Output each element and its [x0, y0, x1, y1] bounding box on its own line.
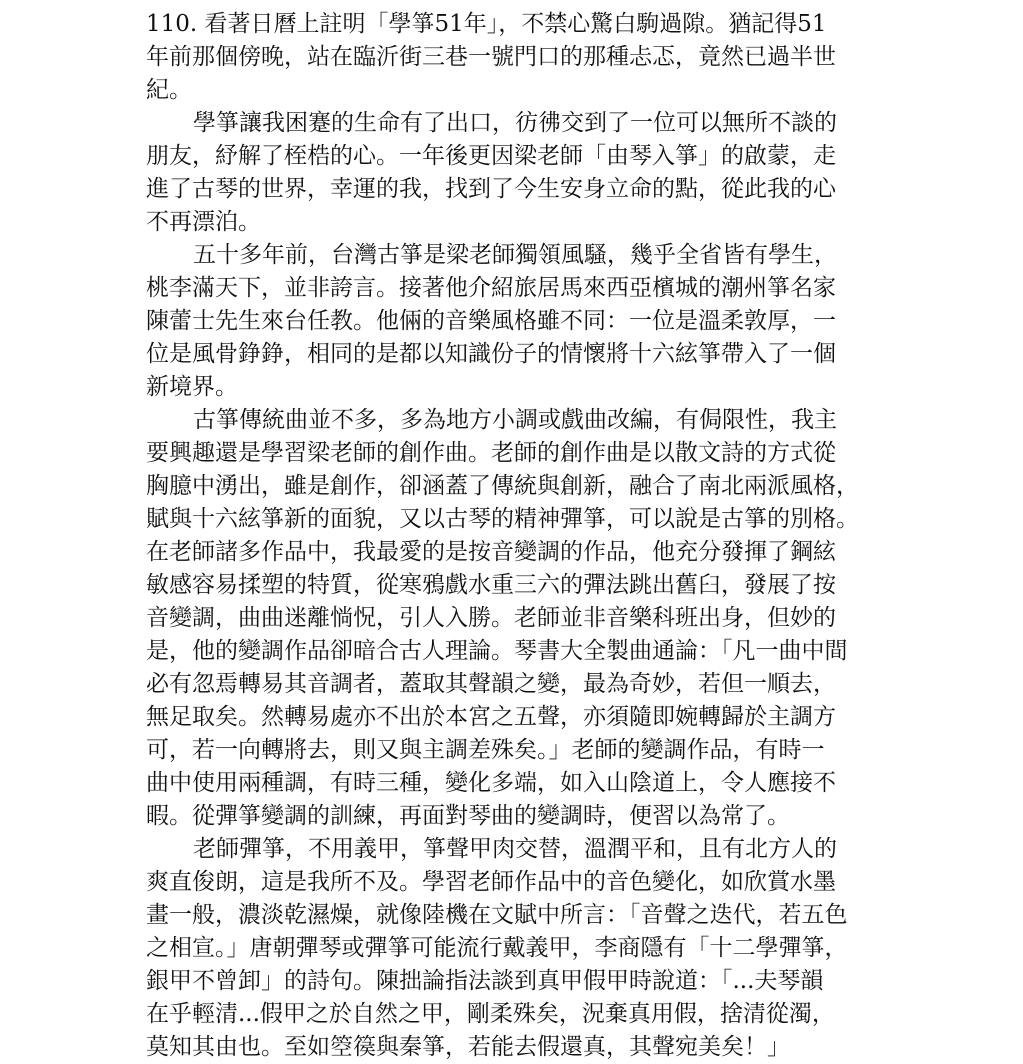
text-line: 銀甲不曾卸」的詩句。陳拙論指法談到真甲假甲時說道：「...夫琴韻 [146, 968, 824, 994]
text-line: 無足取矣。然轉易處亦不出於本宮之五聲，亦須隨即婉轉歸於主調方 [146, 704, 836, 730]
text-line: 必有忽焉轉易其音調者，蓋取其聲韻之變，最為奇妙，若但一順去， [146, 671, 836, 697]
essay-text [146, 8, 886, 1064]
text-line: 要興趣還是學習梁老師的創作曲。老師的創作曲是以散文詩的方式從 [146, 440, 836, 466]
text-line: 音變調，曲曲迷離惝怳，引人入勝。老師並非音樂科班出身，但妙的 [146, 605, 836, 631]
text-line: 紀。 [146, 77, 192, 103]
text-line: 朋友，紓解了桎梏的心。一年後更因梁老師「由琴入箏」的啟蒙，走 [146, 143, 836, 169]
text-line: 桃李滿天下，並非誇言。接著他介紹旅居馬來西亞檳城的潮州箏名家 [146, 275, 836, 301]
text-line: 在乎輕清...假甲之於自然之甲，剛柔殊矣，況棄真用假，捨清從濁， [146, 1001, 835, 1027]
text-line: 賦與十六絃箏新的面貌，又以古琴的精神彈箏，可以說是古箏的別格。 [146, 506, 859, 532]
paragraph-first-line: 古箏傳統曲並不多，多為地方小調或戲曲改編，有侷限性，我主 [193, 407, 837, 433]
text-line: 新境界。 [146, 374, 238, 400]
text-line: 進了古琴的世界，幸運的我，找到了今生安身立命的點，從此我的心 [146, 176, 836, 202]
text-line: 之相宣。」唐朝彈琴或彈箏可能流行戴義甲，李商隱有「十二學彈箏， [146, 935, 848, 961]
text-line: 位是風骨錚錚，相同的是都以知識份子的情懷將十六絃箏帶入了一個 [146, 341, 836, 367]
text-line: 是，他的變調作品卻暗合古人理論。琴書大全製曲通論：「凡一曲中間 [146, 638, 848, 664]
text-line: 曲中使用兩種調，有時三種，變化多端，如入山陰道上，令人應接不 [146, 770, 836, 796]
text-line: 在老師諸多作品中，我最愛的是按音變調的作品，他充分發揮了鋼絃 [146, 539, 836, 565]
paragraph-first-line: 五十多年前，台灣古箏是梁老師獨領風騷，幾乎全省皆有學生， [193, 242, 837, 268]
text-line: 暇。從彈箏變調的訓練，再面對琴曲的變調時，便習以為常了。 [146, 803, 790, 829]
paragraph-first-line: 學箏讓我困蹇的生命有了出口，彷彿交到了一位可以無所不談的 [193, 110, 837, 136]
text-line: 110. 看著日曆上註明「學箏51年」，不禁心驚白駒過隙。猶記得51 [146, 11, 827, 37]
text-line: 可，若一向轉將去，則又與主調差殊矣。」老師的變調作品，有時一 [146, 737, 825, 763]
text-line: 畫一般，濃淡乾濕燥，就像陸機在文賦中所言：「音聲之迭代，若五色 [146, 902, 848, 928]
text-line: 胸臆中湧出，雖是創作，卻涵蓋了傳統與創新，融合了南北兩派風格， [146, 473, 859, 499]
paragraph-first-line: 老師彈箏，不用義甲，箏聲甲肉交替，溫潤平和，且有北方人的 [193, 836, 837, 862]
text-line: 莫知其由也。至如箜篌與秦箏，若能去假還真，其聲宛美矣！」 [146, 1034, 790, 1060]
text-line: 爽直俊朗，這是我所不及。學習老師作品中的音色變化，如欣賞水墨 [146, 869, 836, 895]
text-line: 不再漂泊。 [146, 209, 261, 235]
text-line: 年前那個傍晚，站在臨沂街三巷一號門口的那種忐忑，竟然已過半世 [146, 44, 836, 70]
text-line: 陳蕾士先生來台任教。他倆的音樂風格雖不同：一位是溫柔敦厚，一 [146, 308, 836, 334]
text-line: 敏感容易揉塑的特質，從寒鴉戲水重三六的彈法跳出舊臼，發展了按 [146, 572, 836, 598]
